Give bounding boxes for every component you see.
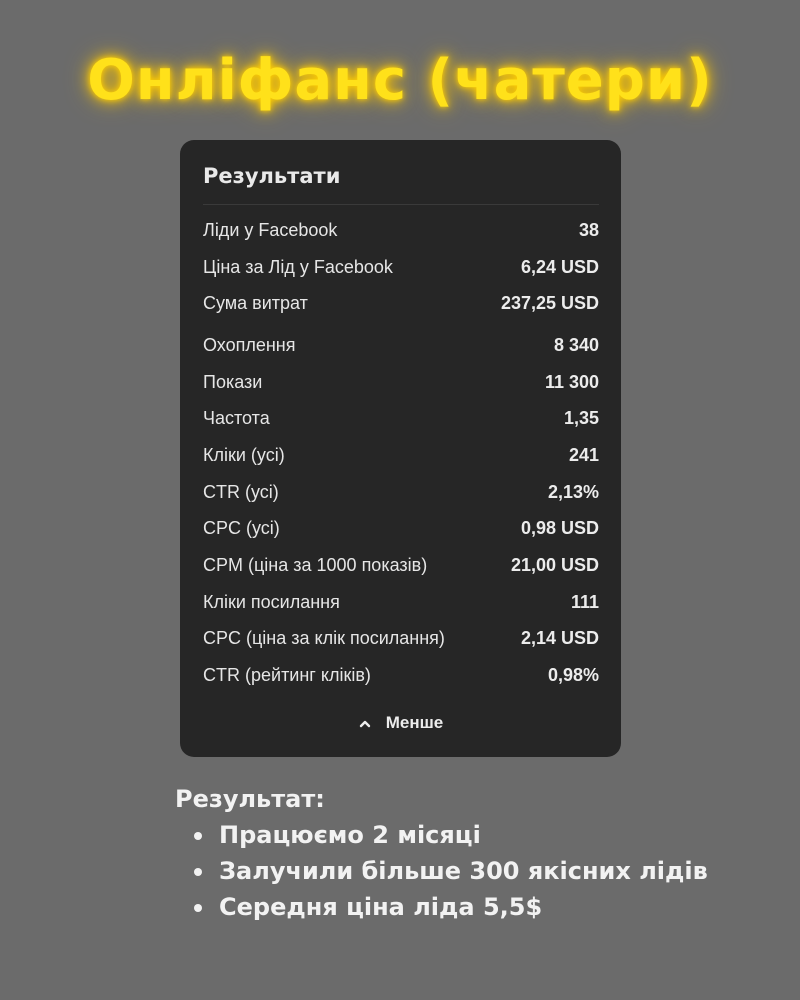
show-less-label: Менше [385,713,444,732]
metric-value: 0,98 USD [520,517,599,538]
results-list [175,817,708,925]
bullet-icon [194,904,202,912]
metric-value: 237,25 USD [500,292,599,313]
show-less-button[interactable] [180,711,621,735]
metric-label: Сума витрат [203,292,308,313]
metric-row [203,553,599,577]
metric-label: Охоплення [203,334,296,355]
metric-value: 21,00 USD [510,554,599,575]
metric-row [203,291,599,315]
metric-label: CPC (ціна за клік посилання) [203,627,445,648]
metric-value: 2,14 USD [520,627,599,648]
results-heading: Результат: [175,785,325,813]
metric-value: 0,98% [547,664,599,685]
metric-row [203,333,599,357]
metric-label: Ціна за Лід у Facebook [203,256,393,277]
metric-row [203,218,599,242]
list-item [175,853,708,889]
card-title: Результати [203,164,341,188]
metric-row [203,480,599,504]
metric-row [203,516,599,540]
metric-value: 8 340 [553,334,599,355]
card-divider [203,204,599,205]
metric-label: CTR (усі) [203,481,279,502]
metric-label: Частота [203,407,270,428]
metric-label: CPC (усі) [203,517,280,538]
list-item-text: Середня ціна ліда 5,5$ [219,893,543,921]
results-card [180,140,621,757]
metric-label: CPM (ціна за 1000 показів) [203,554,428,575]
metric-row [203,406,599,430]
metric-value: 111 [570,591,599,612]
metric-value: 11 300 [544,371,599,392]
chevron-up-icon [358,716,372,730]
metric-label: Покази [203,371,263,392]
bullet-icon [194,832,202,840]
bullet-icon [194,868,202,876]
list-item [175,889,708,925]
list-item-text: Працюємо 2 місяці [219,821,481,849]
metric-value: 1,35 [563,407,599,428]
metric-value: 38 [578,219,599,240]
headline: Онліфанс (чатери) [87,48,713,113]
metric-value: 2,13% [547,481,599,502]
metric-value: 241 [568,444,599,465]
metric-label: CTR (рейтинг кліків) [203,664,371,685]
metric-row [203,443,599,467]
metric-row [203,590,599,614]
metric-row [203,626,599,650]
metric-label: Кліки (усі) [203,444,285,465]
list-item-text: Залучили більше 300 якісних лідів [219,857,708,885]
list-item [175,817,708,853]
metric-row [203,370,599,394]
metric-label: Ліди у Facebook [203,219,338,240]
metric-row [203,663,599,687]
metric-value: 6,24 USD [520,256,599,277]
metric-label: Кліки посилання [203,591,340,612]
metric-row [203,255,599,279]
results-summary [175,785,708,925]
